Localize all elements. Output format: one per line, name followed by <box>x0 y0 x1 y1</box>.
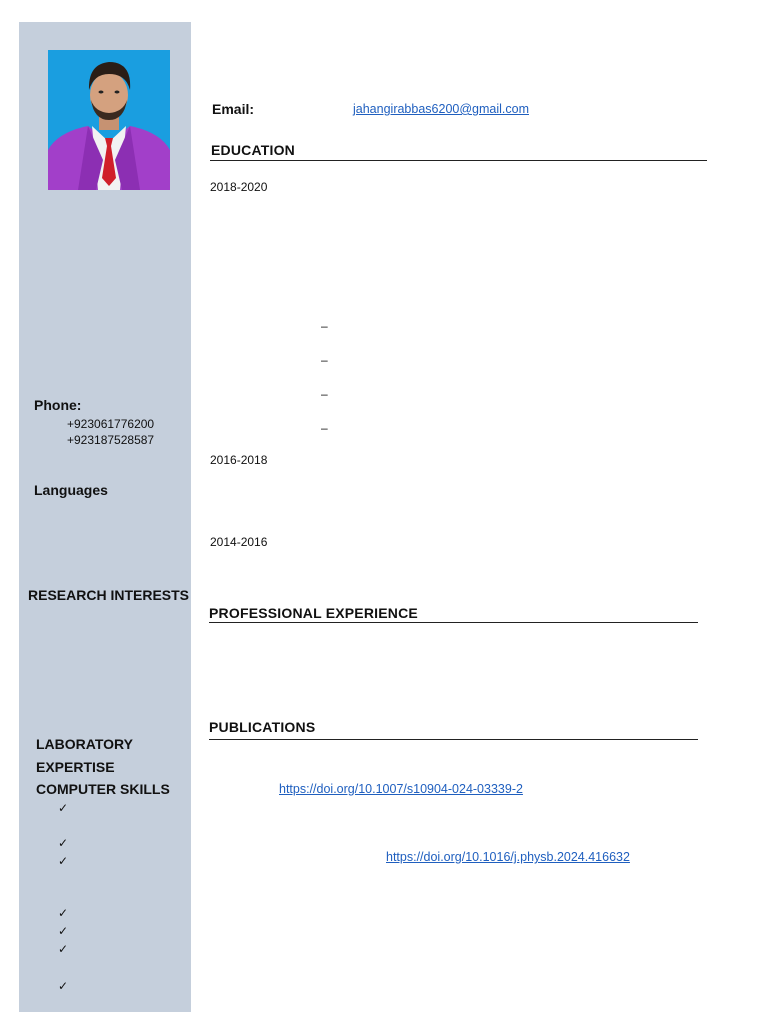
person-portrait-icon <box>48 50 170 190</box>
education-divider <box>210 160 707 161</box>
publication-link-1[interactable]: https://doi.org/10.1007/s10904-024-03339-2 <box>279 782 523 796</box>
check-icon: ✓ <box>58 906 69 920</box>
dash-bullet: – <box>321 353 328 367</box>
dash-bullet: – <box>321 387 328 401</box>
publications-divider <box>209 739 698 740</box>
email-link[interactable]: jahangirabbas6200@gmail.com <box>353 102 529 116</box>
education-title: EDUCATION <box>211 142 295 158</box>
research-interests-title: RESEARCH INTERESTS <box>28 587 190 603</box>
laboratory-title: LABORATORY <box>36 736 133 752</box>
check-icon: ✓ <box>58 942 69 956</box>
phone-number-1: +923061776200 <box>67 417 155 431</box>
education-period-3: 2014-2016 <box>210 535 268 549</box>
computer-skills-title: COMPUTER SKILLS <box>36 781 170 797</box>
check-icon: ✓ <box>58 854 69 868</box>
publications-title: PUBLICATIONS <box>209 719 316 735</box>
dash-bullet: – <box>321 421 328 435</box>
experience-divider <box>209 622 698 623</box>
check-icon: ✓ <box>58 801 69 815</box>
check-icon: ✓ <box>58 979 69 993</box>
email-label: Email: <box>212 101 255 117</box>
check-icon: ✓ <box>58 836 69 850</box>
languages-title: Languages <box>34 482 108 498</box>
experience-title: PROFESSIONAL EXPERIENCE <box>209 605 418 621</box>
dash-bullet: – <box>321 319 328 333</box>
publication-link-2[interactable]: https://doi.org/10.1016/j.physb.2024.416632 <box>386 850 630 864</box>
check-icon: ✓ <box>58 924 69 938</box>
education-period-1: 2018-2020 <box>210 180 268 194</box>
profile-photo <box>48 50 170 190</box>
phone-label: Phone: <box>34 397 82 413</box>
expertise-title: EXPERTISE <box>36 759 115 775</box>
education-period-2: 2016-2018 <box>210 453 268 467</box>
phone-number-2: +923187528587 <box>67 433 155 447</box>
